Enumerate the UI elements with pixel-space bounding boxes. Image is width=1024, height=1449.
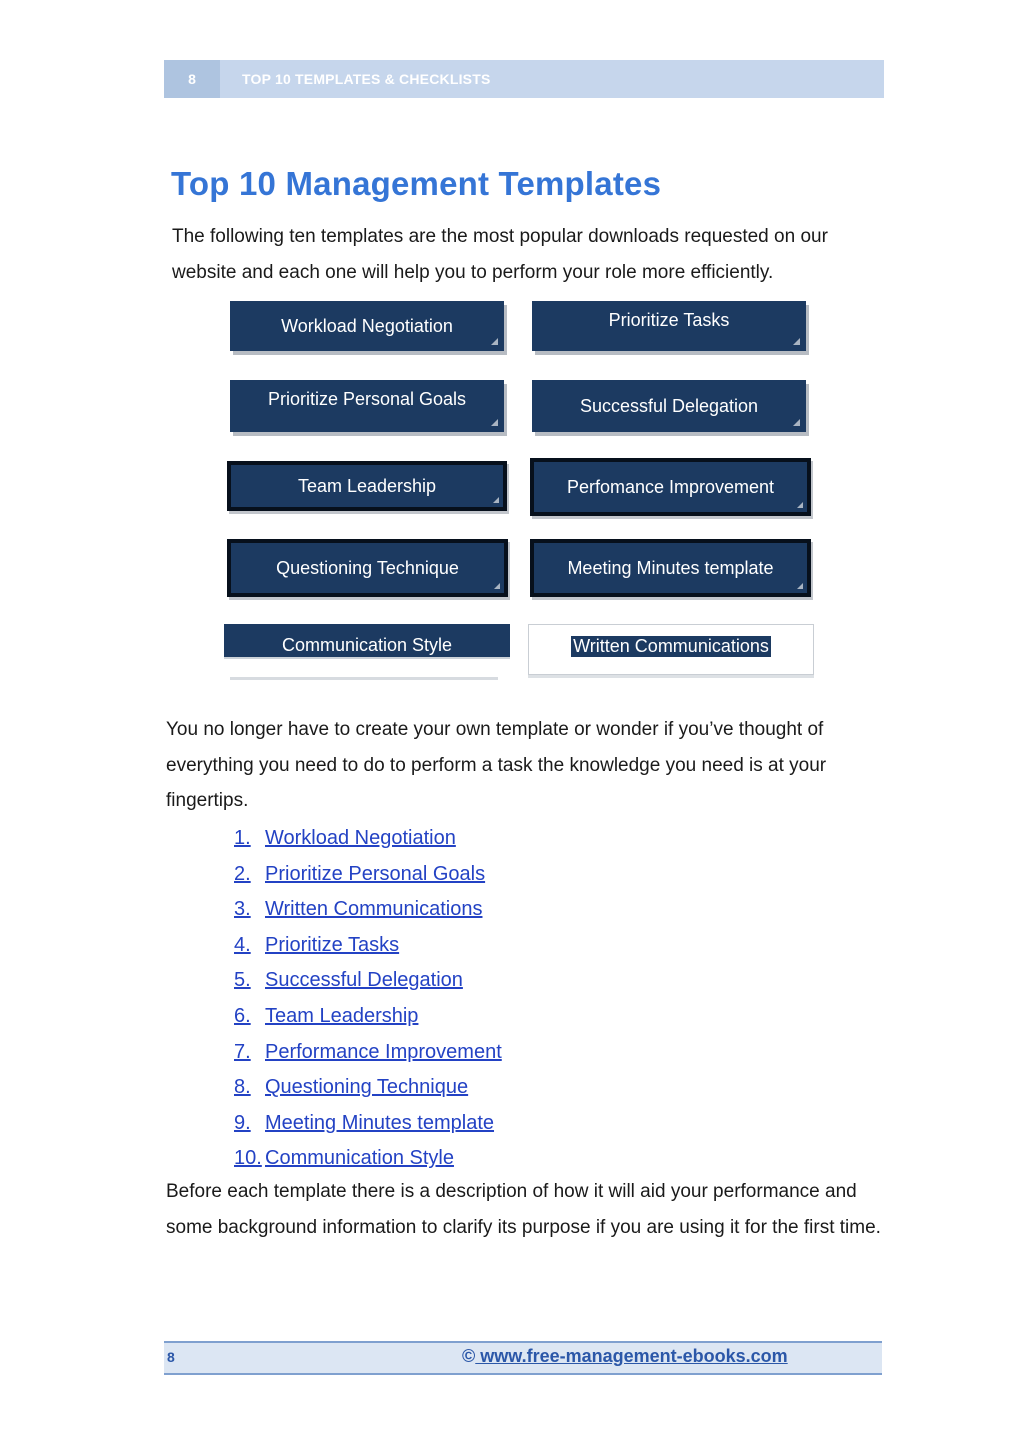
list-link[interactable]: Written Communications (265, 898, 483, 921)
list-number: 1. (234, 827, 251, 849)
list-number: 8. (234, 1076, 251, 1099)
list-number: 6. (234, 1004, 251, 1027)
page-header (164, 60, 884, 98)
header-page-number: 8 (164, 60, 220, 98)
tile-workload-negotiation[interactable] (230, 301, 504, 351)
tile-communication-style[interactable] (224, 624, 510, 659)
tile-questioning-technique[interactable] (227, 539, 508, 597)
list-item (234, 963, 502, 999)
footer-page-number: 8 (167, 1349, 175, 1365)
tile-written-communications[interactable] (528, 624, 814, 675)
list-item (234, 821, 502, 857)
list-link[interactable]: Prioritize Tasks (265, 933, 400, 956)
list-number: 3. (234, 898, 251, 921)
tile-meeting-minutes-template[interactable] (530, 539, 811, 597)
list-link[interactable]: Prioritize Personal Goals (265, 862, 486, 885)
tile-label: Questioning Technique (276, 557, 459, 578)
list-item (234, 1070, 502, 1106)
list-number: 5. (234, 969, 251, 992)
tile-label: Workload Negotiation (281, 315, 453, 336)
closing-paragraph: Before each template there is a description of how it will aid your performance and some background information to clarify its purpose if you are using it for the first time. (166, 1181, 881, 1238)
list-item (234, 1035, 502, 1071)
tile-performance-improvement[interactable] (530, 458, 811, 516)
tile-team-leadership[interactable] (227, 461, 507, 511)
list-link[interactable]: Communication Style (265, 1147, 454, 1170)
tile-label: Successful Delegation (579, 395, 759, 416)
template-list (234, 821, 502, 1177)
tile-label: Prioritize Personal Goals (267, 389, 467, 409)
list-item (234, 999, 502, 1035)
intro-paragraph: The following ten templates are the most popular downloads requested on our website and each one will help you to perform your role more efficiently. (172, 226, 828, 283)
list-item (234, 928, 502, 964)
copyright-symbol: © (462, 1346, 476, 1366)
list-item (234, 1141, 502, 1177)
list-item (234, 1106, 502, 1142)
list-link[interactable]: Successful Delegation (265, 969, 463, 992)
tile-label: Communication Style (281, 635, 453, 655)
tile-prioritize-tasks[interactable] (532, 301, 806, 351)
tile-label: Team Leadership (297, 475, 437, 496)
tile-label: Prioritize Tasks (608, 310, 730, 330)
page-title: Top 10 Management Templates (171, 165, 662, 202)
tile-label: Perfomance Improvement (566, 476, 775, 497)
list-link[interactable]: Questioning Technique (265, 1076, 469, 1099)
header-title: TOP 10 TEMPLATES & CHECKLISTS (220, 60, 884, 98)
tile-shadow (230, 677, 498, 680)
list-number: 7. (234, 1040, 251, 1063)
body-paragraph: You no longer have to create your own template or wonder if you’ve thought of everything you need to do to perform a task the knowledge you need is at your fingertips. (166, 719, 827, 811)
tile-successful-delegation[interactable] (532, 380, 806, 432)
list-number: 4. (234, 933, 251, 956)
list-number: 9. (234, 1111, 251, 1134)
list-item (234, 857, 502, 893)
list-number: 10. (234, 1147, 262, 1170)
footer-copyright (462, 1346, 788, 1367)
footer-website-link[interactable]: www.free-management-ebooks.com (475, 1346, 788, 1366)
list-link[interactable]: Team Leadership (265, 1004, 419, 1027)
list-link[interactable]: Meeting Minutes template (265, 1111, 495, 1134)
page-footer (164, 1341, 882, 1375)
list-link[interactable]: Performance Improvement (265, 1040, 502, 1063)
list-link[interactable]: Workload Negotiation (265, 827, 456, 849)
list-item (234, 892, 502, 928)
tile-prioritize-personal-goals[interactable] (230, 380, 504, 432)
tile-label: Written Communications (573, 636, 769, 656)
tile-label: Meeting Minutes template (567, 557, 774, 578)
list-number: 2. (234, 862, 251, 885)
